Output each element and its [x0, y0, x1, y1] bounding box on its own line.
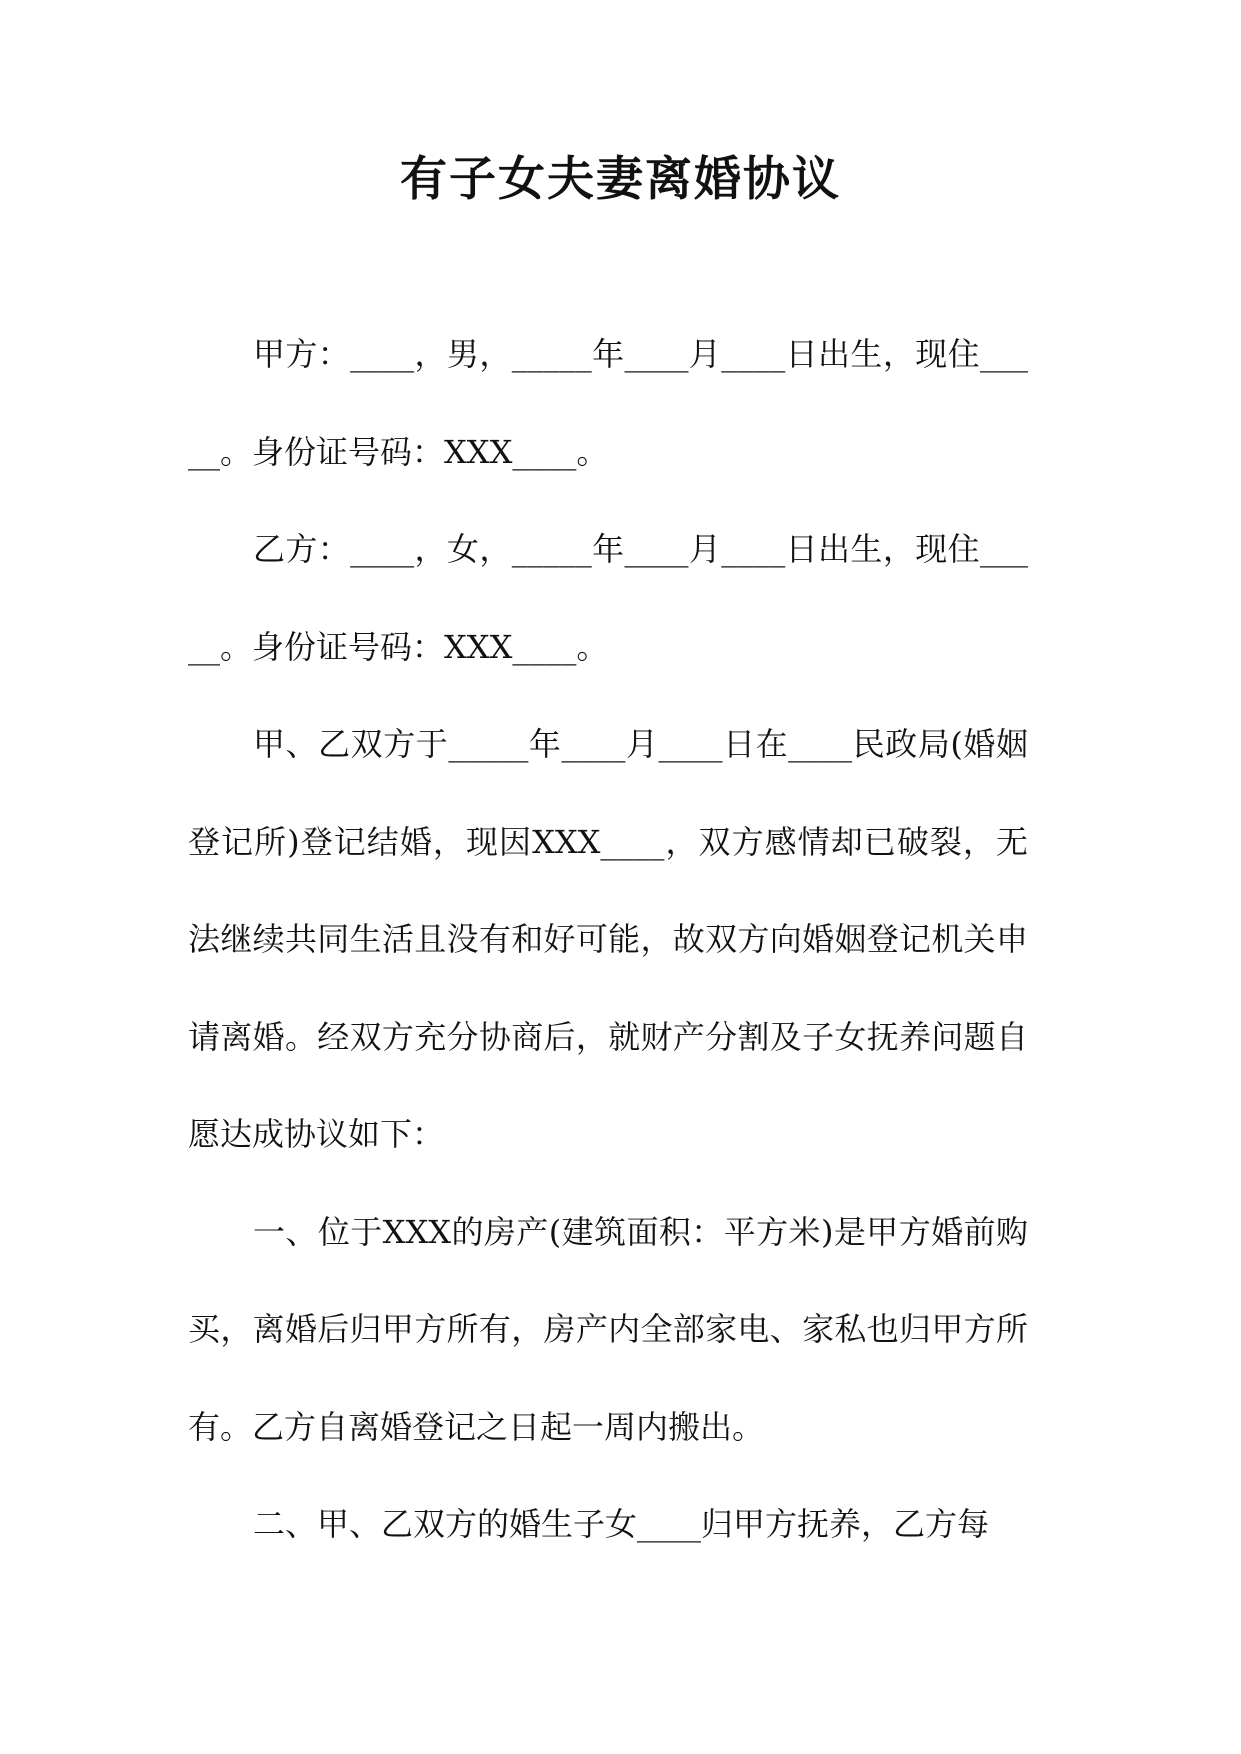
paragraph-clause-2-custody: 二、甲、乙双方的婚生子女____归甲方抚养，乙方每	[253, 1505, 990, 1543]
paragraph-party-b: 乙方：____，女，_____年____月____日出生，现住_____。身份证号码：XXX____。	[188, 530, 1028, 666]
paragraph-clause-1-property: 一、位于XXX的房产(建筑面积：平方米)是甲方婚前购买，离婚后归甲方所有，房产内全部家电、家私也归甲方所有。乙方自离婚登记之日起一周内搬出。	[188, 1212, 1028, 1446]
document-body	[188, 306, 1028, 1574]
paragraph-marriage-background: 甲、乙双方于_____年____月____日在____民政局(婚姻登记所)登记结婚，现因XXX____，双方感情却已破裂，无法继续共同生活且没有和好可能，故双方向婚姻登记机关申请离婚。经双方充分协商后，就财产分割及子女抚养问题自愿达成协议如下：	[188, 725, 1028, 1153]
document-title: 有子女夫妻离婚协议	[400, 152, 841, 207]
paragraph-party-a: 甲方：____，男，_____年____月____日出生，现住_____。身份证号码：XXX____。	[188, 335, 1028, 471]
